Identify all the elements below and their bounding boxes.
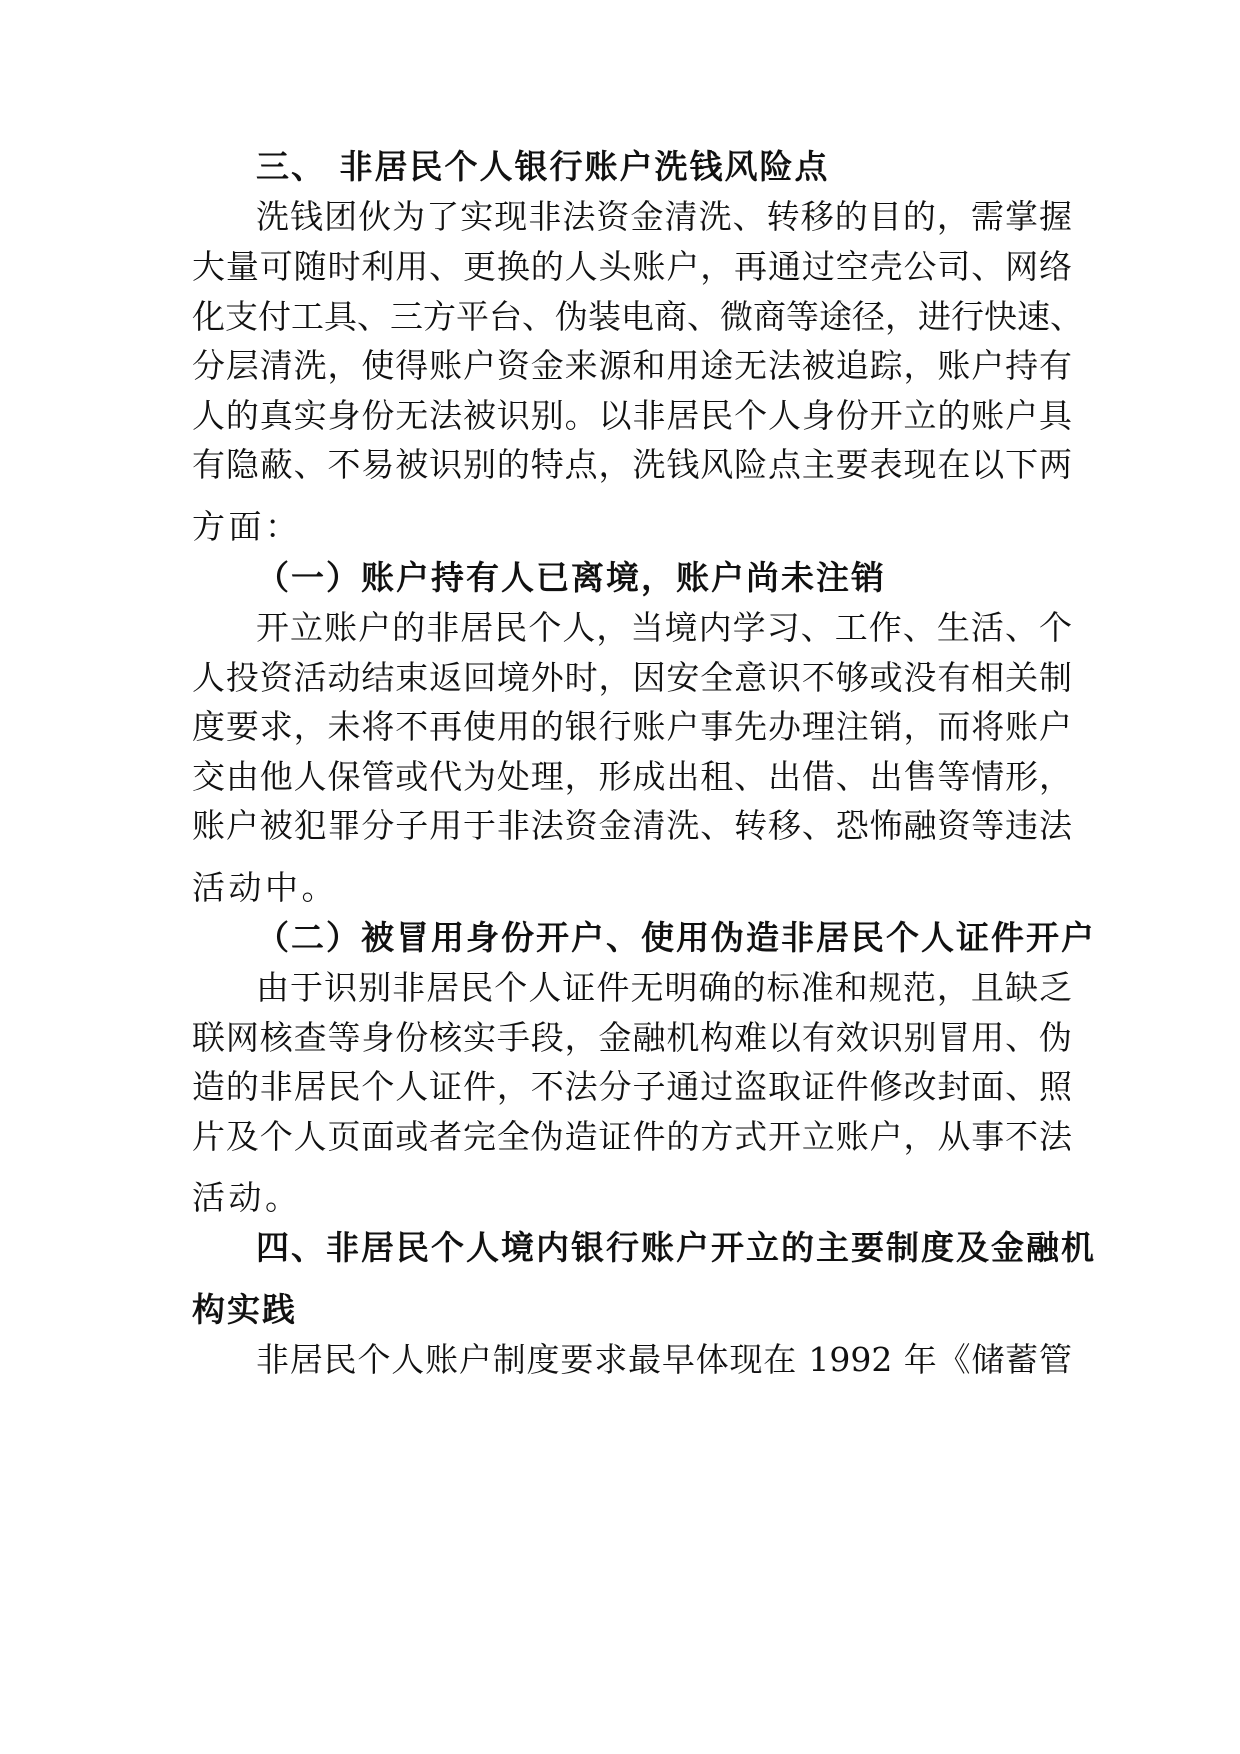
paragraph-line: 度要求，未将不再使用的银行账户事先办理注销，而将账户 (192, 707, 1072, 746)
paragraph-line: 人的真实身份无法被识别。以非居民个人身份开立的账户具 (192, 396, 1072, 435)
paragraph-line: 开立账户的非居民个人，当境内学习、工作、生活、个 (256, 608, 1072, 647)
paragraph-line: 活动中。 (192, 868, 338, 907)
paragraph-line: 化支付工具、三方平台、伪装电商、微商等途径，进行快速、 (192, 297, 1083, 336)
paragraph-line: 有隐蔽、不易被识别的特点，洗钱风险点主要表现在以下两 (192, 445, 1072, 484)
paragraph-line: 非居民个人账户制度要求最早体现在 1992 年《储蓄管 (256, 1340, 1072, 1379)
section-4-heading-continued: 构实践 (192, 1290, 297, 1329)
paragraph-line: 片及个人页面或者完全伪造证件的方式开立账户，从事不法 (192, 1117, 1072, 1156)
paragraph-line: 账户被犯罪分子用于非法资金清洗、转移、恐怖融资等违法 (192, 806, 1072, 845)
paragraph-line: 联网核查等身份核实手段，金融机构难以有效识别冒用、伪 (192, 1018, 1072, 1057)
paragraph-line: 人投资活动结束返回境外时，因安全意识不够或没有相关制 (192, 658, 1072, 697)
section-3-heading: 三、 非居民个人银行账户洗钱风险点 (256, 147, 830, 186)
paragraph-line: 活动。 (192, 1178, 302, 1217)
paragraph-line: 洗钱团伙为了实现非法资金清洗、转移的目的，需掌握 (256, 197, 1072, 236)
paragraph-line: 分层清洗，使得账户资金来源和用途无法被追踪，账户持有 (192, 346, 1072, 385)
paragraph-line: 交由他人保管或代为处理，形成出租、出借、出售等情形， (192, 757, 1072, 796)
paragraph-line: 由于识别非居民个人证件无明确的标准和规范，且缺乏 (256, 968, 1072, 1007)
subsection-1-heading: （一）账户持有人已离境，账户尚未注销 (256, 558, 886, 597)
paragraph-line: 大量可随时利用、更换的人头账户，再通过空壳公司、网络 (192, 247, 1072, 286)
paragraph-line: 方面： (192, 507, 302, 546)
section-4-heading: 四、非居民个人境内银行账户开立的主要制度及金融机 (256, 1228, 1096, 1267)
subsection-2-heading: （二）被冒用身份开户、使用伪造非居民个人证件开户 (256, 918, 1096, 957)
paragraph-line: 造的非居民个人证件，不法分子通过盗取证件修改封面、照 (192, 1067, 1072, 1106)
